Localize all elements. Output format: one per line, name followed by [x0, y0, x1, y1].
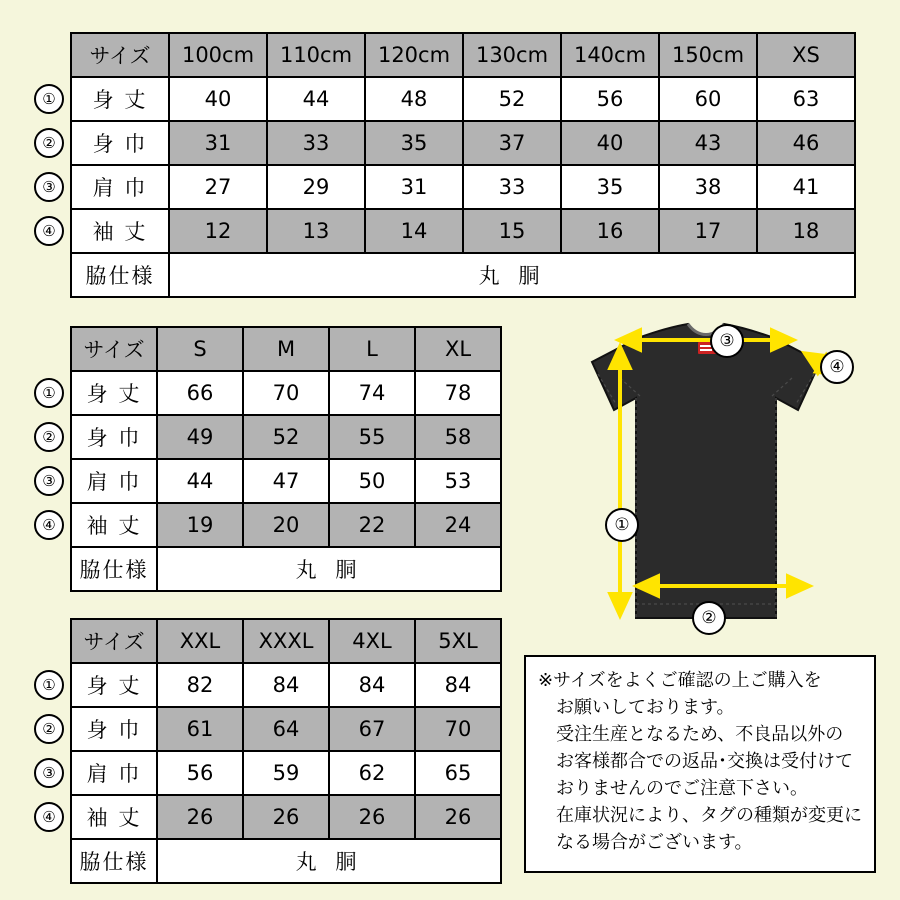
- row-number-4: ④: [34, 216, 64, 246]
- table-row: [71, 751, 501, 795]
- cell-value: 17: [659, 209, 757, 253]
- cell-value: 26: [157, 795, 243, 839]
- column-header: 5XL: [415, 619, 501, 663]
- column-header: L: [329, 327, 415, 371]
- column-header: M: [243, 327, 329, 371]
- cell-value: 55: [329, 415, 415, 459]
- column-header: XXXL: [243, 619, 329, 663]
- note-line: 受注生産となるため、不良品以外の: [556, 724, 844, 745]
- footer-value: 丸 胴: [157, 547, 501, 591]
- cell-value: 58: [415, 415, 501, 459]
- column-header: 120cm: [365, 33, 463, 77]
- cell-value: 26: [415, 795, 501, 839]
- marker-2: ②: [692, 601, 726, 635]
- cell-value: 35: [561, 165, 659, 209]
- column-header: XS: [757, 33, 855, 77]
- note-line: お客様都合での返品･交換は受付けて: [556, 751, 853, 772]
- cell-value: 16: [561, 209, 659, 253]
- footer-value: 丸 胴: [169, 253, 855, 297]
- note-line: お願いしております。: [556, 697, 735, 718]
- row-label: 身 丈: [71, 371, 157, 415]
- cell-value: 52: [463, 77, 561, 121]
- big-size-table-block: [42, 618, 502, 884]
- row-label: 袖 丈: [71, 503, 157, 547]
- cell-value: 40: [169, 77, 267, 121]
- cell-value: 43: [659, 121, 757, 165]
- cell-value: 29: [267, 165, 365, 209]
- row-number-3: ③: [34, 466, 64, 496]
- cell-value: 35: [365, 121, 463, 165]
- table-row: [71, 503, 501, 547]
- table-row: [71, 795, 501, 839]
- row-label: 身 巾: [71, 707, 157, 751]
- header-label: サイズ: [71, 327, 157, 371]
- table-row: [71, 619, 501, 663]
- cell-value: 44: [267, 77, 365, 121]
- column-header: 140cm: [561, 33, 659, 77]
- row-label: 身 巾: [71, 121, 169, 165]
- cell-value: 40: [561, 121, 659, 165]
- cell-value: 70: [243, 371, 329, 415]
- row-number-1: ①: [34, 378, 64, 408]
- cell-value: 67: [329, 707, 415, 751]
- cell-value: 49: [157, 415, 243, 459]
- column-header: S: [157, 327, 243, 371]
- row-label: 身 丈: [71, 663, 157, 707]
- column-header: 150cm: [659, 33, 757, 77]
- column-header: 130cm: [463, 33, 561, 77]
- table-footer-row: [71, 547, 501, 591]
- note-line: おりませんのでご注意下さい。: [556, 778, 808, 799]
- cell-value: 31: [365, 165, 463, 209]
- cell-value: 26: [243, 795, 329, 839]
- footer-label: 脇仕様: [71, 547, 157, 591]
- note-line: ※サイズをよくご確認の上ご購入を: [538, 670, 822, 691]
- cell-value: 84: [329, 663, 415, 707]
- row-label: 肩 巾: [71, 459, 157, 503]
- cell-value: 74: [329, 371, 415, 415]
- cell-value: 24: [415, 503, 501, 547]
- column-header: 4XL: [329, 619, 415, 663]
- row-number-2: ②: [34, 714, 64, 744]
- row-number-1: ①: [34, 670, 64, 700]
- cell-value: 33: [463, 165, 561, 209]
- cell-value: 12: [169, 209, 267, 253]
- cell-value: 33: [267, 121, 365, 165]
- footer-value: 丸 胴: [157, 839, 501, 883]
- kids-size-table-block: [42, 32, 856, 298]
- cell-value: 18: [757, 209, 855, 253]
- row-label: 肩 巾: [71, 165, 169, 209]
- marker-3: ③: [710, 324, 744, 358]
- cell-value: 65: [415, 751, 501, 795]
- row-number-1: ①: [34, 84, 64, 114]
- table-footer-row: [71, 253, 855, 297]
- table-row: [71, 77, 855, 121]
- table-row: [71, 707, 501, 751]
- row-number-2: ②: [34, 422, 64, 452]
- cell-value: 52: [243, 415, 329, 459]
- row-number-3: ③: [34, 758, 64, 788]
- row-label: 袖 丈: [71, 795, 157, 839]
- cell-value: 13: [267, 209, 365, 253]
- row-number-2: ②: [34, 128, 64, 158]
- table-row: [71, 121, 855, 165]
- cell-value: 50: [329, 459, 415, 503]
- cell-value: 56: [157, 751, 243, 795]
- column-header: XXL: [157, 619, 243, 663]
- cell-value: 44: [157, 459, 243, 503]
- cell-value: 27: [169, 165, 267, 209]
- marker-4: ④: [820, 350, 854, 384]
- cell-value: 22: [329, 503, 415, 547]
- tshirt-diagram: [520, 318, 892, 648]
- cell-value: 31: [169, 121, 267, 165]
- cell-value: 84: [243, 663, 329, 707]
- cell-value: 64: [243, 707, 329, 751]
- note-line: 在庫状況により、タグの種類が変更に: [556, 805, 862, 826]
- table-row: [71, 371, 501, 415]
- cell-value: 63: [757, 77, 855, 121]
- column-header: XL: [415, 327, 501, 371]
- cell-value: 15: [463, 209, 561, 253]
- table-row: [71, 415, 501, 459]
- header-label: サイズ: [71, 33, 169, 77]
- column-header: 110cm: [267, 33, 365, 77]
- tshirt-shape: [592, 324, 820, 618]
- table-row: [71, 663, 501, 707]
- cell-value: 84: [415, 663, 501, 707]
- adult-size-table-block: [42, 326, 502, 592]
- row-label: 身 丈: [71, 77, 169, 121]
- table-row: [71, 459, 501, 503]
- cell-value: 62: [329, 751, 415, 795]
- cell-value: 48: [365, 77, 463, 121]
- cell-value: 19: [157, 503, 243, 547]
- cell-value: 14: [365, 209, 463, 253]
- row-number-4: ④: [34, 802, 64, 832]
- row-label: 袖 丈: [71, 209, 169, 253]
- cell-value: 60: [659, 77, 757, 121]
- adult-size-table: [70, 326, 502, 592]
- cell-value: 38: [659, 165, 757, 209]
- purchase-note-box: [524, 655, 876, 873]
- footer-label: 脇仕様: [71, 253, 169, 297]
- row-number-4: ④: [34, 510, 64, 540]
- cell-value: 70: [415, 707, 501, 751]
- table-row: [71, 33, 855, 77]
- cell-value: 53: [415, 459, 501, 503]
- row-number-3: ③: [34, 172, 64, 202]
- footer-label: 脇仕様: [71, 839, 157, 883]
- cell-value: 82: [157, 663, 243, 707]
- cell-value: 59: [243, 751, 329, 795]
- column-header: 100cm: [169, 33, 267, 77]
- note-line: なる場合がございます。: [556, 832, 753, 853]
- table-row: [71, 209, 855, 253]
- cell-value: 47: [243, 459, 329, 503]
- cell-value: 41: [757, 165, 855, 209]
- cell-value: 46: [757, 121, 855, 165]
- cell-value: 78: [415, 371, 501, 415]
- cell-value: 37: [463, 121, 561, 165]
- row-label: 身 巾: [71, 415, 157, 459]
- cell-value: 56: [561, 77, 659, 121]
- cell-value: 26: [329, 795, 415, 839]
- cell-value: 61: [157, 707, 243, 751]
- header-label: サイズ: [71, 619, 157, 663]
- cell-value: 20: [243, 503, 329, 547]
- big-size-table: [70, 618, 502, 884]
- cell-value: 66: [157, 371, 243, 415]
- table-row: [71, 327, 501, 371]
- row-label: 肩 巾: [71, 751, 157, 795]
- table-footer-row: [71, 839, 501, 883]
- marker-1: ①: [605, 508, 639, 542]
- kids-size-table: [70, 32, 856, 298]
- table-row: [71, 165, 855, 209]
